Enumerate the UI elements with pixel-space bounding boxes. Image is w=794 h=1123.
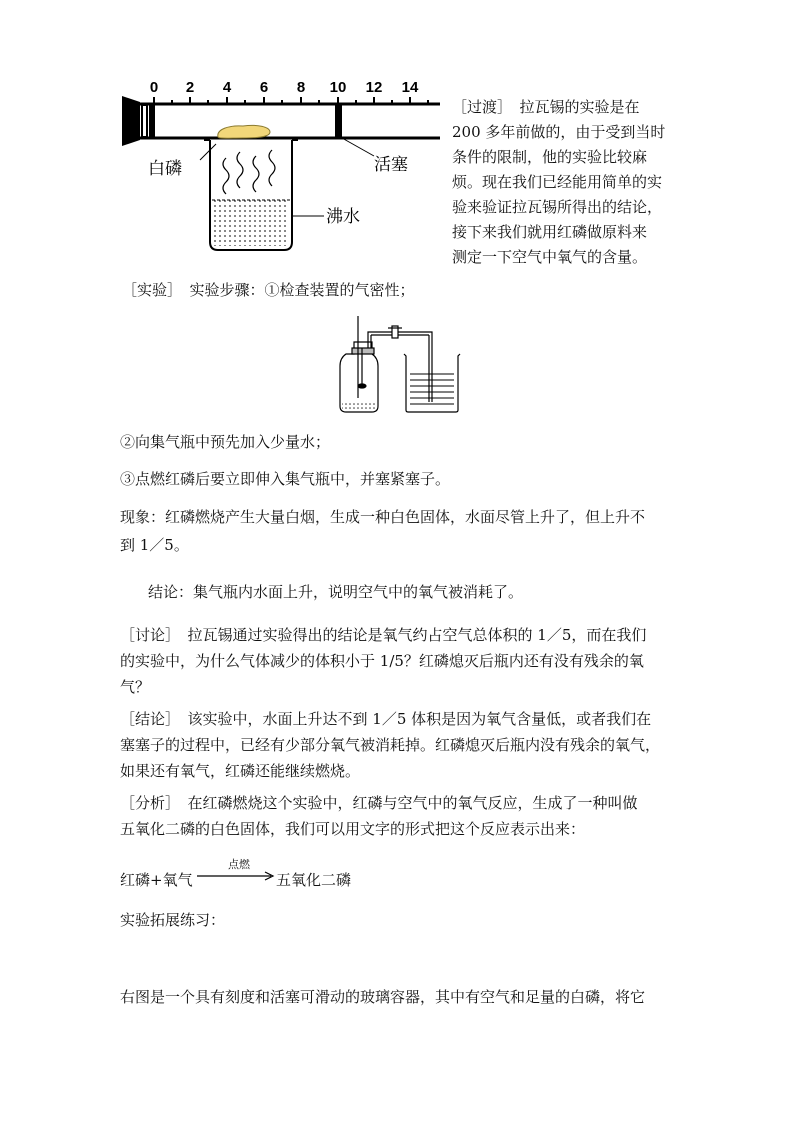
text-line: 的实验中，为什么气体减少的体积小于 1/5？红磷熄灭后瓶内还有没有残余的氧 xyxy=(120,652,644,670)
equation-reactants: 红磷+氧气 xyxy=(120,871,193,889)
airtightness-apparatus-figure xyxy=(332,314,472,416)
practice-question-line: 右图是一个具有刻度和活塞可滑动的玻璃容器，其中有空气和足量的白磷，将它 xyxy=(120,988,646,1006)
tick-label: 4 xyxy=(222,79,232,96)
tick-label: 6 xyxy=(259,79,269,96)
text-line: 五氧化二磷的白色固体，我们可以用文字的形式把这个反应表示出来： xyxy=(120,820,586,838)
text-line: 塞塞子的过程中，已经有少部分氧气被消耗掉。红磷熄灭后瓶内没有残余的氧气， xyxy=(120,736,661,754)
phenomenon-paragraph xyxy=(120,505,645,558)
experiment-step-2: ②向集气瓶中预先加入少量水； xyxy=(120,433,331,451)
white-phosphorus-label: 白磷 xyxy=(148,159,182,178)
text-line: 烦。现在我们已经能用简单的实 xyxy=(452,173,663,191)
text-line: 接下来我们就用红磷做原料来 xyxy=(452,223,648,241)
text-line: 到 1／5。 xyxy=(120,536,189,554)
equation-condition: 点燃 xyxy=(228,858,250,871)
piston-tube-figure xyxy=(118,74,443,259)
text-line: ［分析］ 在红磷燃烧这个实验中，红磷与空气中的氧气反应，生成了一种叫做 xyxy=(120,794,638,812)
analysis-paragraph xyxy=(120,791,638,842)
text-line: 现象：红磷燃烧产生大量白烟，生成一种白色固体，水面尽管上升了，但上升不 xyxy=(120,508,646,526)
text-line: ［过渡］ 拉瓦锡的实验是在 xyxy=(452,98,640,116)
text-line: ［结论］ 该实验中，水面上升达不到 1／5 体积是因为氧气含量低，或者我们在 xyxy=(120,710,652,728)
tick-label: 14 xyxy=(401,79,419,96)
piston xyxy=(335,105,342,137)
text-line: ［讨论］ 拉瓦锡通过实验得出的结论是氧气约占空气总体积的 1／5，而在我们 xyxy=(120,626,647,644)
piston-label: 活塞 xyxy=(374,155,408,174)
experiment-step-1: ［实验］ 实验步骤：①检查装置的气密性； xyxy=(122,281,415,299)
boiling-water-label: 沸水 xyxy=(326,207,360,226)
text-line: 测定一下空气中氧气的含量。 xyxy=(452,248,648,266)
text-line: 气？ xyxy=(120,678,151,696)
equation-product: 五氧化二磷 xyxy=(276,871,352,889)
discussion-paragraph xyxy=(120,623,646,700)
tick-label: 10 xyxy=(329,79,347,96)
tick-label: 2 xyxy=(185,79,195,96)
tick-label: 8 xyxy=(296,79,306,96)
tick-label: 0 xyxy=(149,79,159,96)
glass-tube xyxy=(122,96,440,146)
tick-label: 12 xyxy=(365,79,383,96)
scale-tick-labels xyxy=(150,79,419,96)
experiment-step-3: ③点燃红磷后要立即伸入集气瓶中，并塞紧塞子。 xyxy=(120,470,451,488)
text-line: 条件的限制，他的实验比较麻 xyxy=(452,148,648,166)
white-phosphorus xyxy=(218,125,270,138)
conclusion-paragraph xyxy=(120,707,660,784)
reaction-arrow-icon xyxy=(197,871,275,881)
text-line: 如果还有氧气，红磷还能继续燃烧。 xyxy=(120,762,361,780)
transition-paragraph xyxy=(452,95,682,270)
steam xyxy=(223,150,275,194)
text-line: 验来验证拉瓦锡所得出的结论， xyxy=(452,198,663,216)
practice-title: 实验拓展练习： xyxy=(120,911,226,929)
text-line: 200 多年前做的，由于受到当时 xyxy=(452,123,666,141)
conclusion-line: 结论：集气瓶内水面上升，说明空气中的氧气被消耗了。 xyxy=(148,583,524,601)
beaker xyxy=(204,140,298,250)
word-equation xyxy=(120,858,380,898)
